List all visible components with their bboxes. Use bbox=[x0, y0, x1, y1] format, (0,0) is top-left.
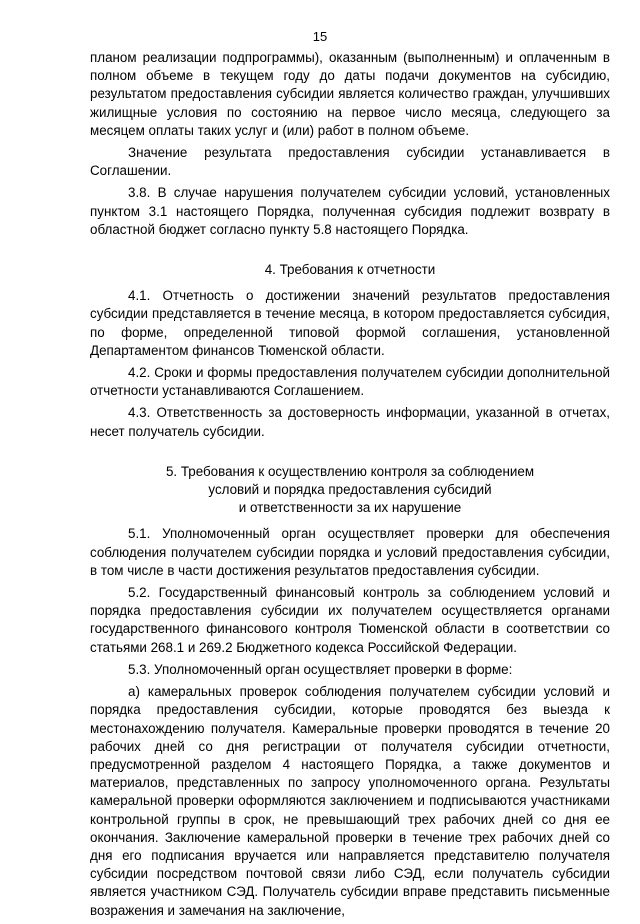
paragraph-5-3-a: а) камеральных проверок соблюдения получателем субсидии условий и порядка предоставления субсидии, которые проводятся без выезда к местонахождению получателя. Камеральные проверки проводятся в течение 20 рабочих дней со дня регистрации от получателя субсидии отчетности, предусмотренной разделом 4 настоящего Порядка, а также документов и материалов, представленных по запросу уполномоченного органа. Результаты камеральной проверки оформляются заключением и подписываются участниками контрольной группы в срок, не превышающий трех рабочих дней со дня ее окончания. Заключение камеральной проверки в течение трех рабочих дней со дня его подписания вручается или направляется представителю получателя субсидии посредством почтовой связи либо СЭД, если получатель субсидии является участником СЭД. Получатель субсидии вправе представить письменные возражения и замечания на заключение, bbox=[90, 684, 610, 918]
paragraph-5-2: 5.2. Государственный финансовый контроль за соблюдением условий и порядка предоставления субсидии их получателем осуществляется органами государственного финансового контроля Тюменской области в соответствии со статьями 268.1 и 269.2 Бюджетного кодекса Российской Федерации. bbox=[90, 585, 610, 655]
paragraph-result-value: Значение результата предоставления субсидии устанавливается в Соглашении. bbox=[90, 145, 610, 179]
paragraph-4-3: 4.3. Ответственность за достоверность информации, указанной в отчетах, несет получатель субсидии. bbox=[90, 405, 610, 439]
paragraph-4-1: 4.1. Отчетность о достижении значений результатов предоставления субсидии представляется в течение месяца, в котором предоставляется субсидия, по форме, определенной типовой формой соглашения, установленной Департаментом финансов Тюменской области. bbox=[90, 288, 610, 358]
page-number: 15 bbox=[312, 29, 328, 44]
section-5-heading bbox=[90, 463, 610, 518]
paragraph-5-1: 5.1. Уполномоченный орган осуществляет проверки для обеспечения соблюдения получателем субсидии порядка и условий предоставления субсидии, в том числе в части достижения результатов предоставления субсидии. bbox=[90, 526, 610, 578]
section-4-heading bbox=[90, 261, 610, 279]
document-body bbox=[90, 49, 610, 924]
paragraph-5-3: 5.3. Уполномоченный орган осуществляет проверки в форме: bbox=[128, 661, 513, 677]
section-5-heading-line: и ответственности за их нарушение bbox=[238, 500, 462, 516]
paragraph-continuation: планом реализации подпрограммы), оказанным (выполненным) и оплаченным в полном объеме в текущем году до даты подачи документов на субсидию, результатом предоставления субсидии является количество граждан, улучшивших жилищные условия по состоянию на первое число месяца, следующего за месяцем оплаты таких услуг и (или) работ в полном объеме. bbox=[90, 50, 610, 138]
paragraph-3-8: 3.8. В случае нарушения получателем субсидии условий, установленных пунктом 3.1 настоящего Порядка, полученная субсидия подлежит возврату в областной бюджет согласно пункту 5.8 настоящего Порядка. bbox=[90, 185, 610, 237]
paragraph-4-2: 4.2. Сроки и формы предоставления получателем субсидии дополнительной отчетности устанавливаются Соглашением. bbox=[90, 365, 610, 399]
section-4-heading-text: 4. Требования к отчетности bbox=[264, 262, 436, 278]
section-5-heading-line: условий и порядка предоставления субсидий bbox=[208, 482, 492, 498]
section-5-heading-line: 5. Требования к осуществлению контроля за соблюдением bbox=[165, 463, 535, 479]
